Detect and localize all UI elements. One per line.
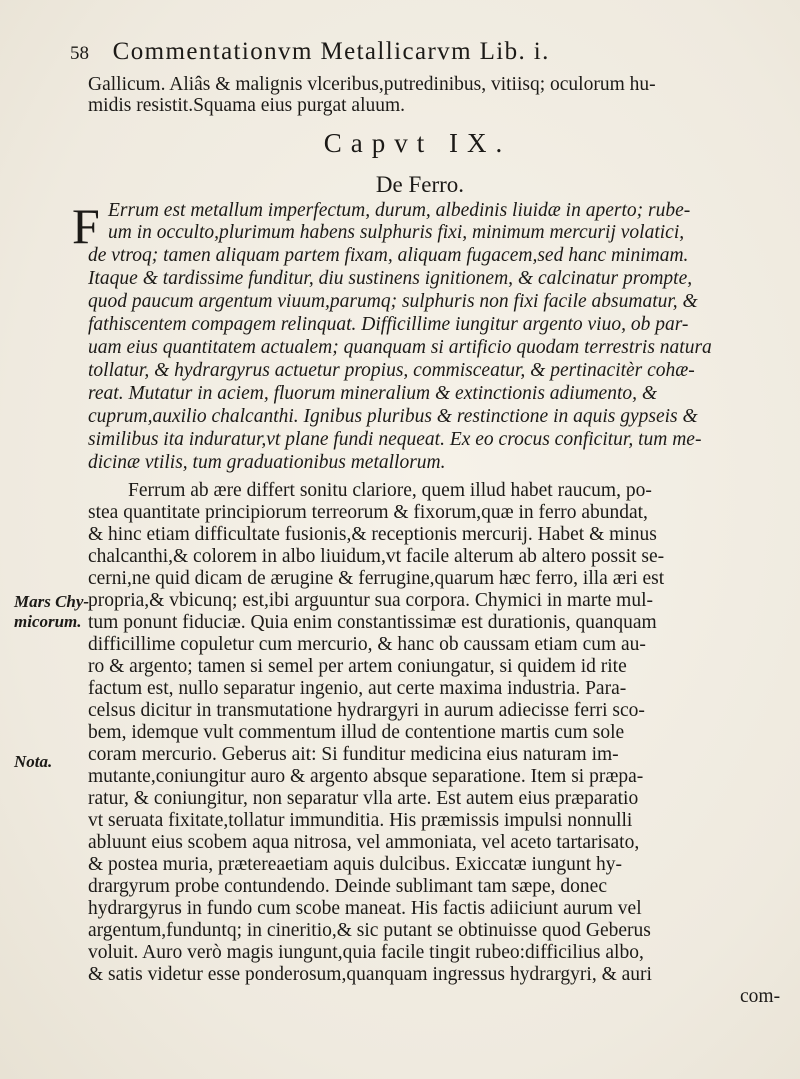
description-line: Errum est metallum imperfectum, durum, albedinis liuidæ in aperto; rube-	[108, 200, 691, 221]
running-title: Commentationvm Metallicarvm Lib. i.	[112, 38, 550, 65]
commentary-line: coram mercurio. Geberus ait: Si funditur medicina eius naturam im-	[88, 744, 619, 765]
commentary-line: ro & argento; tamen si semel per artem coniungatur, si quidem id rite	[88, 656, 627, 677]
margin-note: micorum.	[14, 612, 82, 631]
commentary-line: abluunt eius scobem aqua nitrosa, vel ammoniata, vel aceto tartarisato,	[88, 832, 640, 853]
commentary-line: hydrargyrus in fundo cum scobe maneat. His factis adiiciunt aurum vel	[88, 898, 642, 919]
running-header	[70, 38, 790, 68]
commentary-line: & postea muria, prætereaetiam aquis dulcibus. Exiccatæ iungunt hy-	[88, 854, 622, 875]
commentary-line: tum ponunt fiduciæ. Quia enim constantissimæ est durationis, quanquam	[88, 612, 657, 633]
commentary-line: stea quantitate principiorum terreorum & fixorum,quæ in ferro abundat,	[88, 502, 648, 523]
commentary-line: factum est, nullo separatur ingenio, aut certe maxima industria. Para-	[88, 678, 627, 699]
commentary-line: propria,& vbicunq; est,ibi arguuntur sua corpora. Chymici in marte mul-	[88, 590, 654, 611]
catchword: com-	[740, 986, 781, 1007]
description-line: Itaque & tardissime funditur, diu sustinens ignitionem, & calcinatur prompte,	[88, 268, 693, 289]
chapter-title: De Ferro.	[375, 172, 465, 197]
commentary-line: & hinc etiam difficultate fusionis,& receptionis mercurij. Habet & minus	[88, 524, 657, 545]
commentary-line: difficillime copuletur cum mercurio, & hanc ob caussam etiam cum au-	[88, 634, 646, 655]
margin-note: Mars Chy-	[14, 592, 90, 611]
description-line: quod paucum argentum viuum,parumq; sulphuris non fixi facile absumatur, &	[88, 291, 698, 312]
description-line: de vtroq; tamen aliquam partem fixam, aliquam fugacem,sed hanc minimam.	[88, 245, 689, 266]
description-line: similibus ita induratur,vt plane fundi nequeat. Ex eo crocus conficitur, tum me-	[88, 429, 702, 450]
commentary-line: & satis videtur esse ponderosum,quanquam ingressus hydrargyri, & auri	[88, 964, 652, 985]
description-line: dicinæ vtilis, tum graduationibus metallorum.	[88, 452, 446, 473]
commentary-line: bem, idemque vult commentum illud de contentione martis cum sole	[88, 722, 625, 743]
description-line: uam eius quantitatem actualem; quanquam si artificio quodam terrestris natura	[88, 337, 712, 358]
commentary-line: cerni,ne quid dicam de ærugine & ferrugine,quarum hæc ferro, illa æri est	[88, 568, 665, 589]
commentary-line: chalcanthi,& colorem in albo liuidum,vt facile alterum ab altero possit se-	[88, 546, 665, 567]
margin-note: Nota.	[14, 752, 53, 771]
commentary-line: voluit. Auro verò magis iungunt,quia facile tingit rubeo:difficilius albo,	[88, 942, 644, 963]
commentary-line: argentum,funduntq; in cineritio,& sic putant se obtinuisse quod Geberus	[88, 920, 651, 941]
commentary-line: vt seruata fixitate,tollatur immunditia. His præmissis impulsi nonnulli	[88, 810, 633, 831]
commentary-line: Ferrum ab ære differt sonitu clariore, quem illud habet raucum, po-	[128, 480, 652, 501]
intro-line: midis resistit.Squama eius purgat aluum.	[88, 95, 406, 116]
chapter-heading: Capvt IX.	[323, 128, 512, 158]
commentary-line: drargyrum probe contundendo. Deinde sublimant tam sæpe, donec	[88, 876, 607, 897]
description-line: tollatur, & hydrargyrus actuetur propius, commisceatur, & pertinacitèr cohæ-	[88, 360, 695, 381]
commentary-line: celsus dicitur in transmutatione hydrargyri in aurum adiecisse ferri sco-	[88, 700, 645, 721]
description-line: fathiscentem compagem relinquat. Difficillime iungitur argento viuo, ob par-	[88, 314, 689, 335]
intro-line: Gallicum. Aliâs & malignis vlceribus,putredinibus, vitiisq; oculorum hu-	[88, 74, 656, 95]
commentary-line: mutante,coniungitur auro & argento absque separatione. Item si præpa-	[88, 766, 644, 787]
description-line: cuprum,auxilio chalcanthi. Ignibus pluribus & restinctione in aquis gypseis &	[88, 406, 698, 427]
commentary-line: ratur, & coniungitur, non separatur vlla arte. Est autem eius præparatio	[88, 788, 639, 809]
drop-cap: F	[72, 198, 100, 254]
page-number: 58	[70, 43, 89, 64]
description-line: reat. Mutatur in aciem, fluorum mineralium & extinctionis adiumento, &	[88, 383, 658, 404]
description-line: um in occulto,plurimum habens sulphuris fixi, minimum mercurij volatici,	[108, 222, 685, 243]
